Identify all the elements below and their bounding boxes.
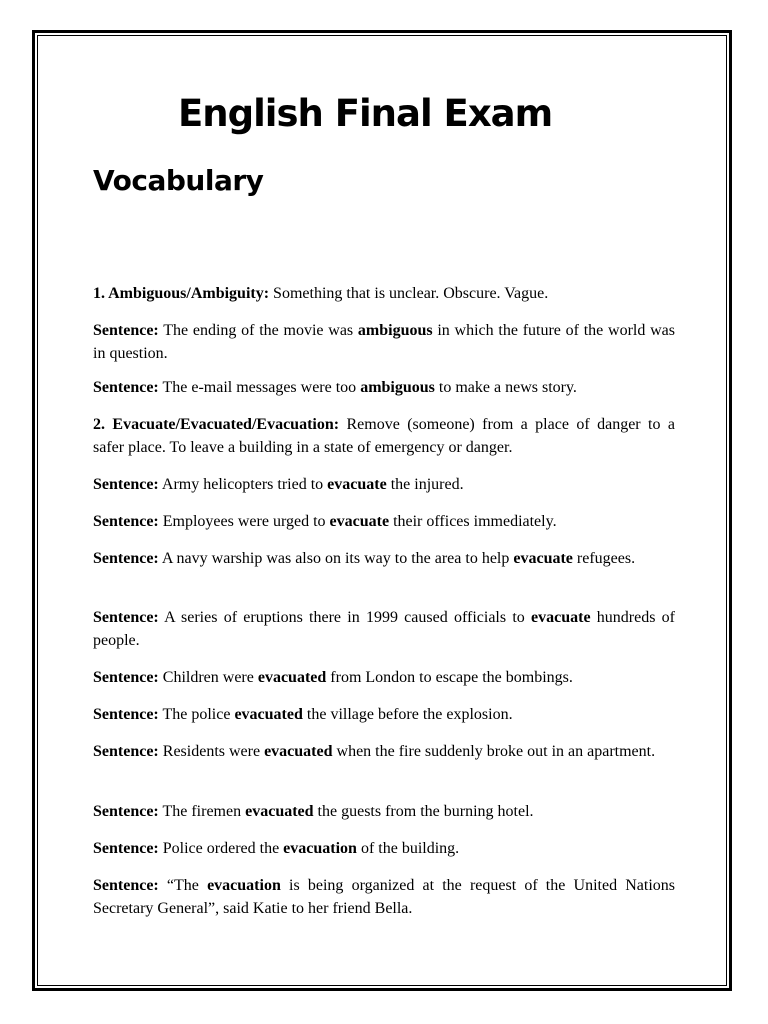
example-sentence: Sentence: The ending of the movie was ambiguous in which the future of the world was in question.: [93, 322, 675, 362]
sentence-label: Sentence:: [93, 669, 159, 686]
sentence-label: Sentence:: [93, 803, 159, 820]
term-label: 1. Ambiguous/Ambiguity:: [93, 285, 270, 302]
example-sentence: Sentence: The firemen evacuated the guests from the burning hotel.: [93, 803, 534, 820]
keyword: evacuated: [234, 706, 303, 723]
example-sentence: Sentence: Army helicopters tried to evacuate the injured.: [93, 476, 464, 493]
keyword: evacuation: [207, 877, 281, 894]
keyword: evacuation: [283, 840, 357, 857]
sentence-label: Sentence:: [93, 550, 159, 567]
keyword: evacuate: [327, 476, 387, 493]
example-sentence: Sentence: Children were evacuated from London to escape the bombings.: [93, 669, 573, 686]
term-label: 2. Evacuate/Evacuated/Evacuation:: [93, 416, 340, 433]
sentence-label: Sentence:: [93, 322, 159, 339]
definition-entry: [93, 413, 675, 459]
sentence-label: Sentence:: [93, 476, 159, 493]
definition-entry: [93, 282, 675, 305]
sentence-label: Sentence:: [93, 706, 159, 723]
keyword: evacuate: [329, 513, 390, 530]
keyword: evacuated: [245, 803, 314, 820]
keyword: evacuate: [531, 609, 591, 626]
example-sentence: Sentence: The e-mail messages were too ambiguous to make a news story.: [93, 379, 577, 396]
example-sentence: Sentence: Employees were urged to evacuate their offices immediately.: [93, 513, 557, 530]
sentence-label: Sentence:: [93, 513, 159, 530]
definition-text: Remove (someone) from a place of danger to a safer place. To leave a building in a state of emergency or danger.: [93, 416, 675, 456]
example-sentence: Sentence: Police ordered the evacuation of the building.: [93, 840, 460, 857]
keyword: evacuated: [264, 743, 333, 760]
example-sentence: Sentence: A series of eruptions there in 1999 caused officials to evacuate hundreds of people.: [93, 609, 676, 649]
sentence-label: Sentence:: [93, 840, 159, 857]
sentence-label: Sentence:: [93, 609, 159, 626]
sentence-label: Sentence:: [93, 877, 159, 894]
keyword: ambiguous: [357, 322, 433, 339]
sentence-label: Sentence:: [93, 743, 159, 760]
section-heading: Vocabulary: [93, 164, 264, 197]
example-sentence: Sentence: The police evacuated the village before the explosion.: [93, 706, 513, 723]
keyword: evacuate: [513, 550, 573, 567]
example-sentence: Sentence: A navy warship was also on its way to the area to help evacuate refugees.: [93, 550, 636, 567]
example-sentence: Sentence: “The evacuation is being organized at the request of the United Nations Secretary General”, said Katie to her friend Bella.: [93, 877, 675, 917]
sentence-label: Sentence:: [93, 379, 159, 396]
keyword: ambiguous: [360, 379, 435, 396]
document-title: English Final Exam: [178, 92, 553, 135]
definition-text: Something that is unclear. Obscure. Vague.: [269, 285, 549, 302]
example-sentence: Sentence: Residents were evacuated when the fire suddenly broke out in an apartment.: [93, 743, 656, 760]
keyword: evacuated: [257, 669, 327, 686]
